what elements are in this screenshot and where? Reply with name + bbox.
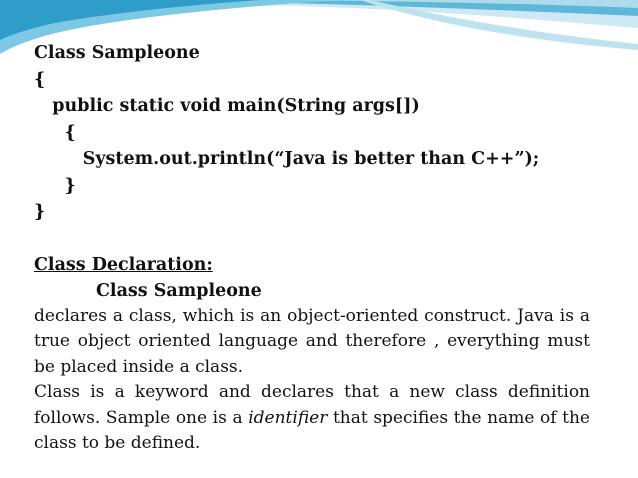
spacer	[34, 226, 590, 252]
code-block	[34, 40, 590, 226]
description-paragraph-2	[34, 380, 590, 457]
paragraph-text: Class is a keyword and declares that a new class definition follows. Sample one is a	[34, 382, 590, 428]
code-line: Class Sampleone	[34, 43, 200, 63]
code-line: {	[34, 122, 76, 143]
code-line: }	[34, 175, 76, 196]
section-heading: Class Declaration:	[34, 254, 213, 275]
code-line: }	[34, 202, 46, 222]
section-subheading: Class Sampleone	[96, 280, 262, 301]
code-line: {	[34, 69, 46, 90]
code-line: System.out.println(“Java is better than C++”);	[34, 149, 540, 169]
paragraph-text: that specifies the name of the class to be defined.	[34, 407, 590, 453]
description-paragraph-1: declares a class, which is an object-oriented construct. Java is a true object oriented language and therefore , everything must be placed inside a class.	[34, 305, 590, 377]
code-line: public static void main(String args[])	[34, 96, 420, 116]
emphasized-term: identifier	[248, 407, 328, 428]
slide-content	[34, 40, 590, 457]
